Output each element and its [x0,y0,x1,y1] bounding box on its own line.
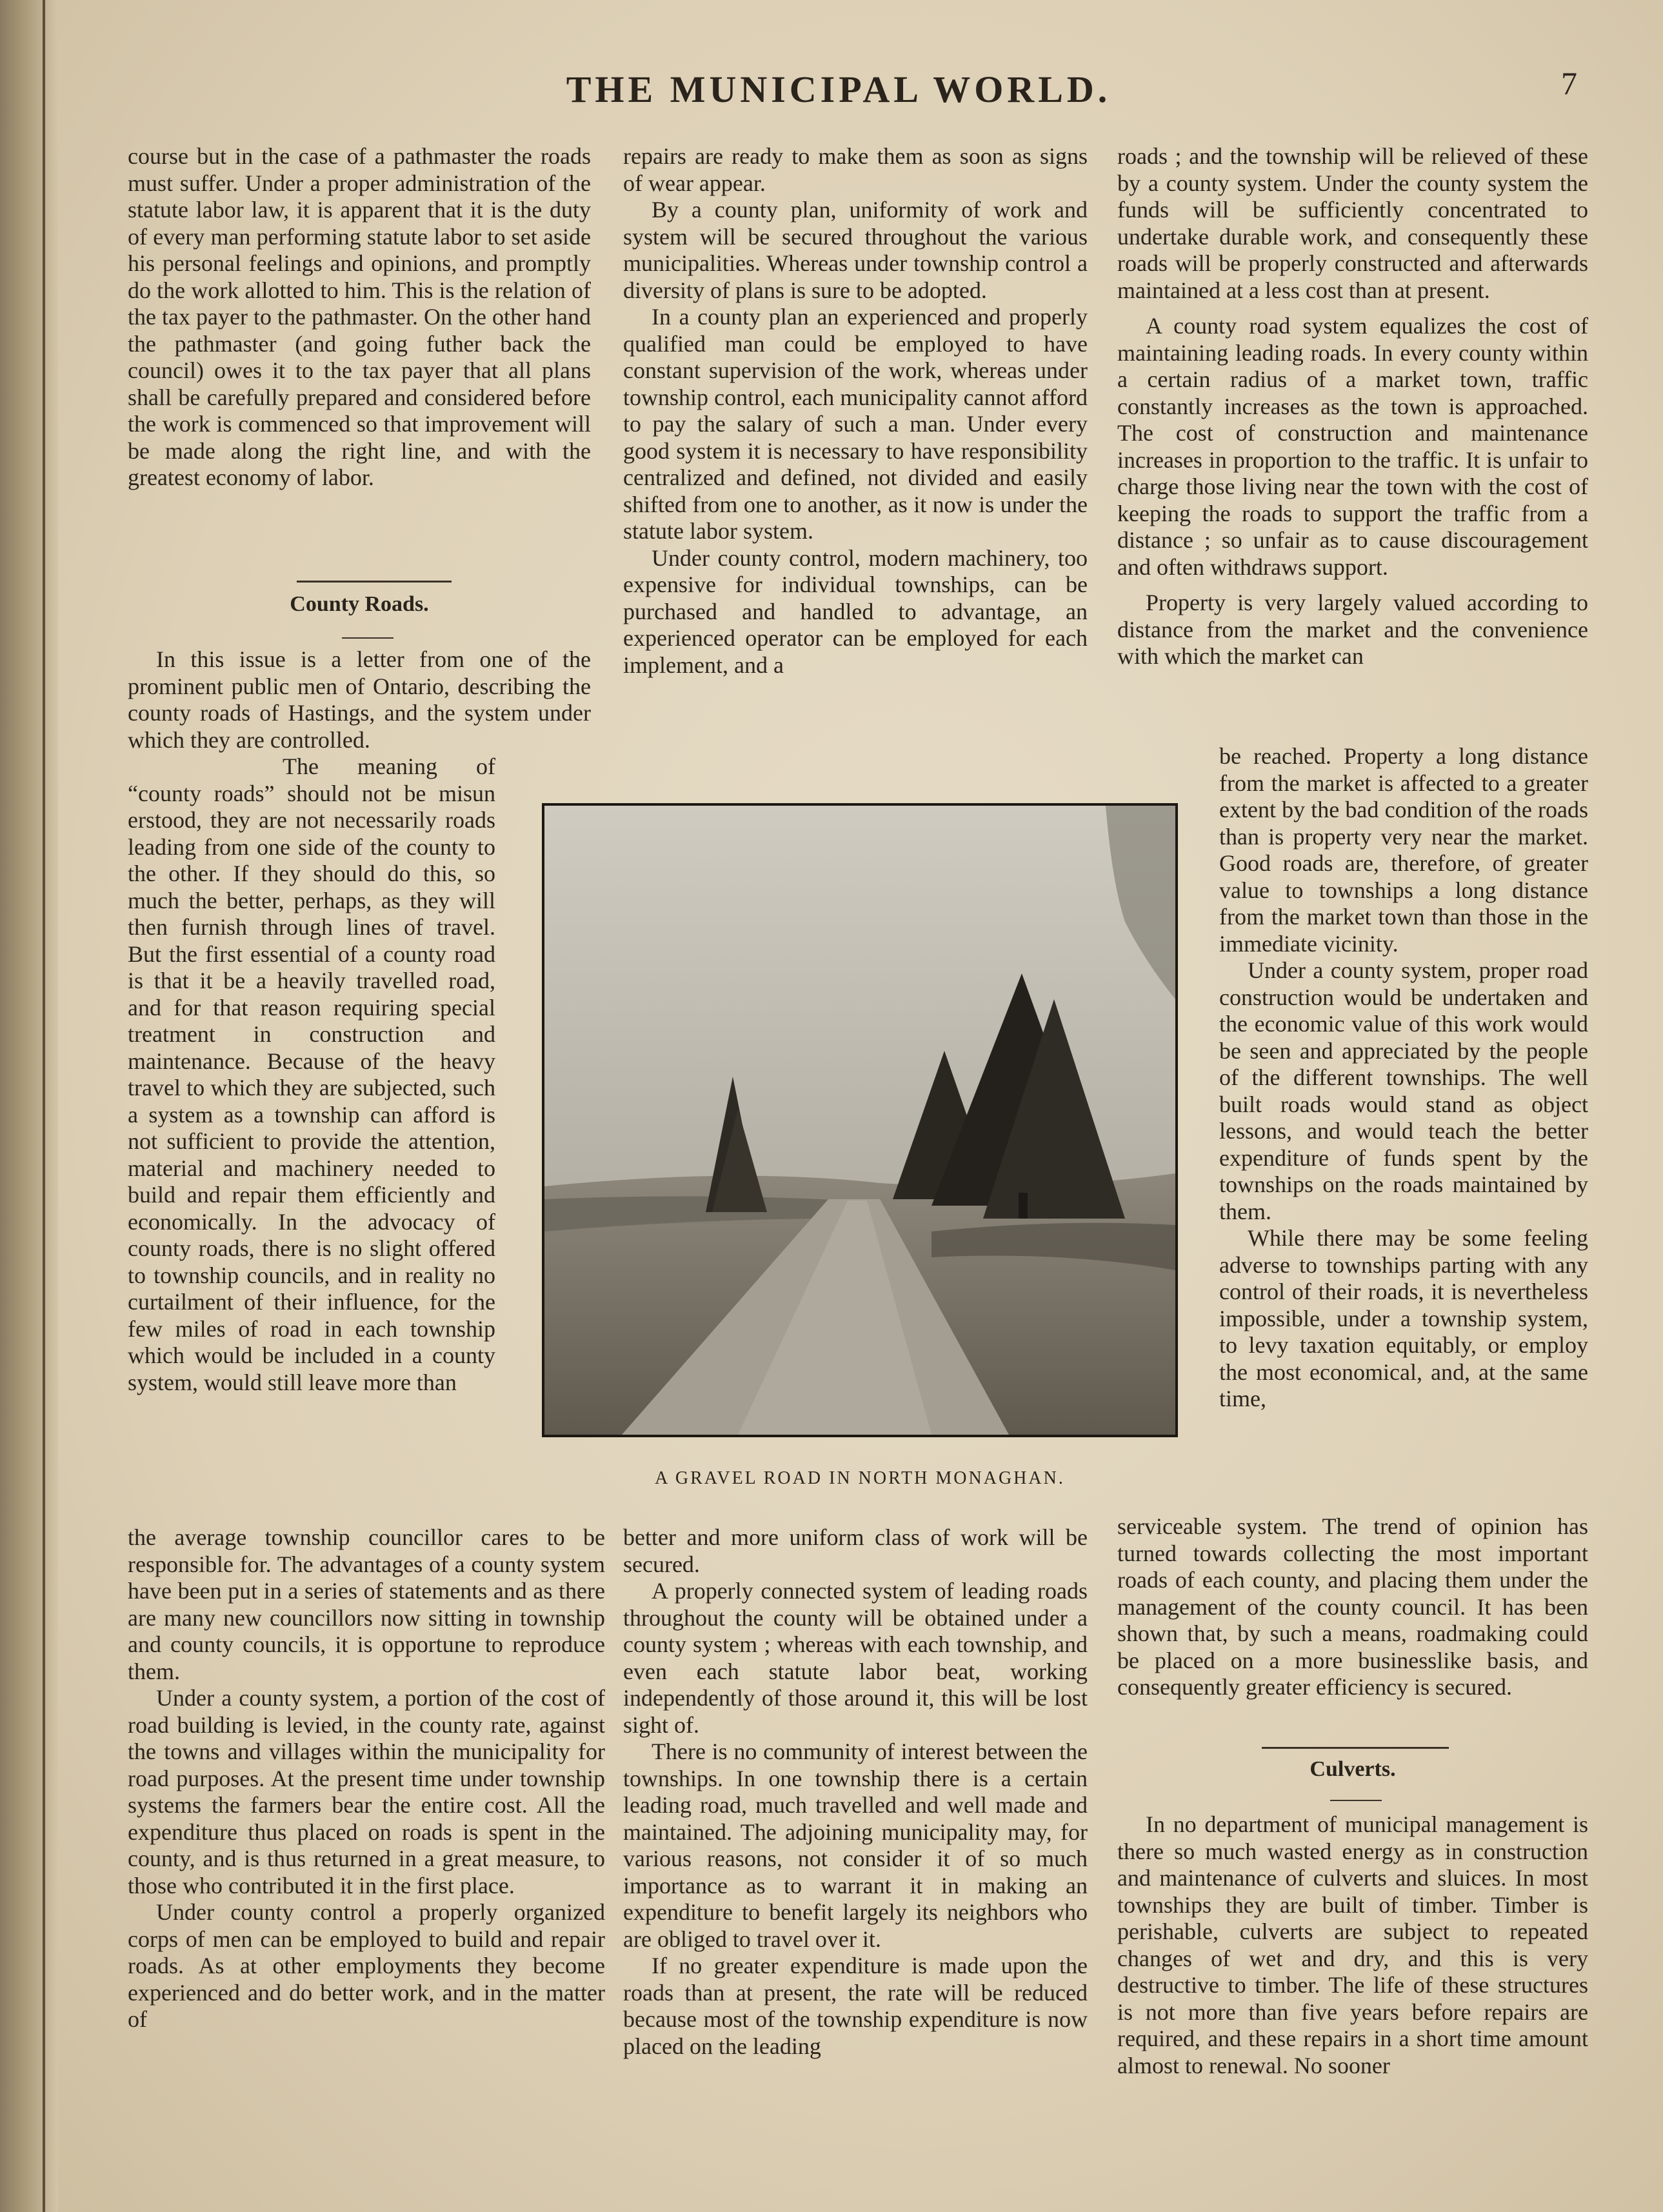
road-photo-illustration [544,806,1175,1435]
gutter-edge-line [43,0,45,2212]
paragraph-culverts: In no department of municipal management is there so much wasted energy as in construction and maintenance of culverts and sluices. In most townships they are built of timber. Timber is perishable, culverts are subject to repeated changes of wet and dry, and this is very destructive to timber. The life of these structures is not more than five years before repairs are required, and these repairs in a short time amount almost to renewal. No sooner [1117,1811,1588,2078]
paragraph-proper-construction: Under a county system, proper road construction would be undertaken and the economic value of this work would be seen and appreciated by the people of the different townships. The well built roads would stand as object lessons, and would teach the better expenditure of funds spent by the townships on the roads maintained by them. [1219,957,1588,1224]
paragraph-machinery: Under county control, modern machinery, too expensive for individual townships, can be purchased and handled to advantage, an experienced operator can be employed for each implement, and a [623,544,1088,678]
gravel-road-photograph [542,803,1178,1437]
paragraph-adverse-feeling: While there may be some feeling adverse to townships parting with any control of their roads, it is nevertheless impossible, under a township system, to levy taxation equitably, or employ the most economical, and, at the same time, [1219,1225,1588,1411]
column-3-bottom [1117,1513,1588,1701]
paragraph-county-rate: Under a county system, a portion of the cost of road building is levied, in the county rate, against the towns and villages within the municipality for road purposes. At the present time under township systems the farmers bear the entire cost. All the expenditure thus placed on roads is spent in the county, and is thus returned in a great measure, to those who contributed it in the first place. [128,1685,605,1898]
column-3-culverts [1117,1811,1588,2079]
column-1-narrow [128,753,495,1396]
paragraph-connected-system: A properly connected system of leading roads throughout the county will be obtained under a county system ; whereas with each township, and even each statute labor beat, working independently of those around it, this will be lost sight of. [623,1578,1088,1738]
book-gutter [0,0,58,2212]
page-number: 7 [1561,65,1577,101]
paragraph-supervision: In a county plan an experienced and properly qualified man could be employed to have constant supervision of the work, whereas under township control, each municipality cannot afford to pay the salary of such a man. Under every good system it is necessary to have responsibility centralized and defined, not divided and easily shifted from one to another, as it now is under the statute labor system. [623,304,1088,544]
paragraph-county-roads-meaning: The meaning of “county roads” should not be misun erstood, they are not necessarily roads leading from one side of the county to the other. If they should do this, so much the better, perhaps, as they will then furnish through lines of travel. But the first essential of a county road is that it be a heavily travelled road, and for that reason requiring special treatment in construction and maintenance. Because of the heavy travel to which they are subjected, such a system as a township can afford is not sufficient to provide the attention, material and machinery needed to build and repair them efficiently and economically. In the advocacy of county roads, there is no slight offered to township councils, and in reality no curtailment of their influence, for the few miles of road in each township which would be included in a county system, would still leave more than [128,753,495,1395]
heading-culverts: Culverts. [1309,1757,1396,1781]
column-1-top [128,143,591,492]
figure-caption: A GRAVEL ROAD IN NORTH MONAGHAN. [655,1468,1065,1488]
column-3-narrow [1219,743,1588,1413]
paragraph-expenditure: If no greater expenditure is made upon the roads than at present, the rate will be reduced because most of the township expenditure is now placed on the leading [623,1953,1088,2059]
column-3-top [1117,143,1588,670]
heading-county-roads: County Roads. [290,592,429,616]
paragraph-advantages: the average township councillor cares to be responsible for. The advantages of a county system have been put in a series of statements and as there are many new councillors now sitting in township and county councils, it is opportune to reproduce them. [128,1524,605,1684]
paragraph-property-value: Property is very largely valued according to distance from the market and the convenience with which the market can [1117,590,1588,669]
column-1-intro [128,646,591,753]
paragraph-corps-of-men: Under county control a properly organized corps of men can be employed to build and repair roads. As at other employments they become experienced and do better work, and in the matter of [128,1899,605,2032]
paragraph-repairs: repairs are ready to make them as soon as signs of wear appear. [623,143,1088,196]
paragraph-pathmaster: course but in the case of a pathmaster the roads must suffer. Under a proper administration of the statute labor law, it is apparent that it is the duty of every man performing statute labor to set aside his personal feelings and opinions, and promptly do the work allotted to him. This is the relation of the tax payer to the pathmaster. On the other hand the pathmaster (and going futher back the council) owes it to the tax payer that all plans shall be carefully prepared and considered before the work is commenced so that improvement will be made along the right line, and with the greatest economy of labor. [128,143,591,490]
paragraph-township-relieved: roads ; and the township will be relieved of these by a county system. Under the county system the funds will be sufficiently concentrated to undertake durable work, and consequently these roads will be properly constructed and afterwards maintained at a less cost than at present. [1117,143,1588,303]
paragraph-be-reached: be reached. Property a long distance from the market is affected to a greater extent by the bad condition of the roads than is property very near the market. Good roads are, therefore, of greater value to townships a long distance from the market town than those in the immediate vicinity. [1219,743,1588,957]
column-2-top [623,143,1088,679]
paragraph-uniformity: By a county plan, uniformity of work and system will be secured throughout the various municipalities. Whereas under township control a diversity of plans is sure to be adopted. [623,197,1088,303]
column-2-bottom [623,1524,1088,2060]
paragraph-community-interest: There is no community of interest between the townships. In one township there is a certain leading road, much travelled and well made and maintained. The adjoining municipality may, for various reasons, not consider it of so much importance as to warrant it in making an expenditure to benefit largely its neighbors who are obliged to travel over it. [623,1739,1088,1952]
heading-underline [342,637,393,639]
paragraph-county-roads-intro: In this issue is a letter from one of the prominent public men of Ontario, describing the county roads of Hastings, and the system under which they are controlled. [128,646,591,753]
paragraph-better-work: better and more uniform class of work will be secured. [623,1524,1088,1577]
section-divider [1262,1747,1449,1749]
heading-underline [1330,1800,1382,1801]
paragraph-equalizes-cost: A county road system equalizes the cost of maintaining leading roads. In every county within a certain radius of a market town, traffic constantly increases as the town is approached. The cost of construction and maintenance increases in proportion to the traffic. It is unfair to charge those living near the town with the cost of keeping the roads to support the traffic from a distance ; so unfair as to cause discouragement and often withdraws support. [1117,313,1588,580]
section-divider [297,581,452,583]
paragraph-trend-of-opinion: serviceable system. The trend of opinion has turned towards collecting the most important roads of each county, and placing them under the management of the county council. It has been shown that, by such a means, roadmaking could be placed on a more businesslike basis, and consequently greater efficiency is secured. [1117,1513,1588,1700]
page-title: THE MUNICIPAL WORLD. [566,68,1111,110]
column-1-bottom [128,1524,605,2033]
